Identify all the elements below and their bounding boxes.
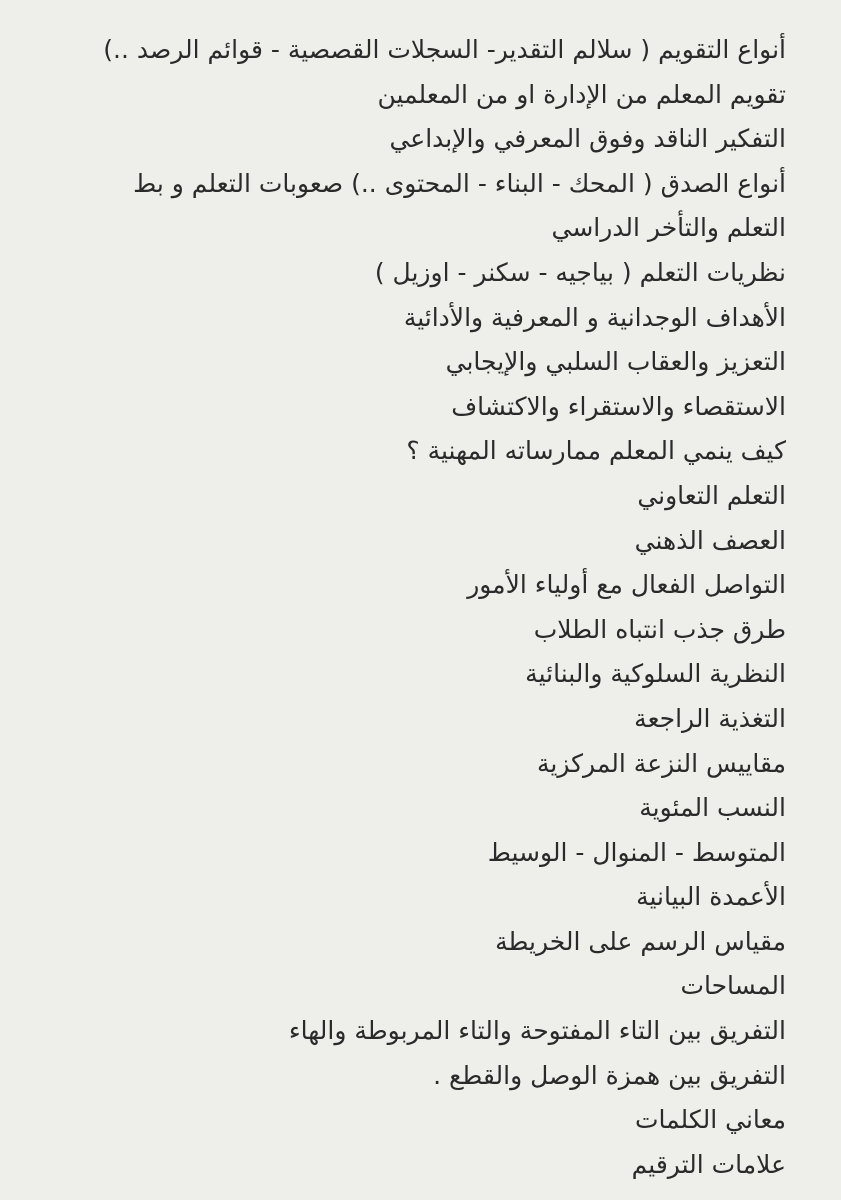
list-item: المتوسط - المنوال - الوسيط <box>487 837 786 867</box>
topic-list <box>40 28 786 1187</box>
list-item: طرق جذب انتباه الطلاب <box>533 614 786 644</box>
list-item: أنواع الصدق ( المحك - البناء - المحتوى ..) صعوبات التعلم و بط <box>133 168 786 198</box>
list-item: معاني الكلمات <box>634 1105 786 1135</box>
list-item: أنواع التقويم ( سلالم التقدير- السجلات القصصية - قوائم الرصد ..) <box>103 35 786 64</box>
list-item: التفريق بين همزة الوصل والقطع . <box>433 1060 786 1090</box>
list-item: الأعمدة البيانية <box>636 882 786 912</box>
list-item: التفكير الناقد وفوق المعرفي والإبداعي <box>389 124 786 154</box>
list-item: التعلم التعاوني <box>637 480 786 510</box>
list-item: مقياس الرسم على الخريطة <box>495 926 786 956</box>
list-item: التعلم والتأخر الدراسي <box>551 213 786 243</box>
list-item: التعزيز والعقاب السلبي والإيجابي <box>445 347 786 377</box>
list-item: مقاييس النزعة المركزية <box>536 748 786 778</box>
list-item: كيف ينمي المعلم ممارساته المهنية ؟ <box>406 436 786 466</box>
list-item: التغذية الراجعة <box>634 703 786 733</box>
list-item: الأهداف الوجدانية و المعرفية والأدائية <box>403 302 786 332</box>
list-item: علامات الترقيم <box>631 1149 786 1179</box>
list-item: المساحات <box>680 971 786 1001</box>
list-item: التواصل الفعال مع أولياء الأمور <box>467 570 786 600</box>
list-item: التفريق بين التاء المفتوحة والتاء المربوطة والهاء <box>288 1016 786 1046</box>
list-item: النسب المئوية <box>639 793 786 823</box>
list-item: العصف الذهني <box>634 525 786 555</box>
list-item: النظرية السلوكية والبنائية <box>525 659 786 689</box>
list-item: تقويم المعلم من الإدارة او من المعلمين <box>377 79 786 109</box>
list-item: نظريات التعلم ( بياجيه - سكنر - اوزيل ) <box>374 257 786 287</box>
list-item: الاستقصاء والاستقراء والاكتشاف <box>451 391 786 421</box>
